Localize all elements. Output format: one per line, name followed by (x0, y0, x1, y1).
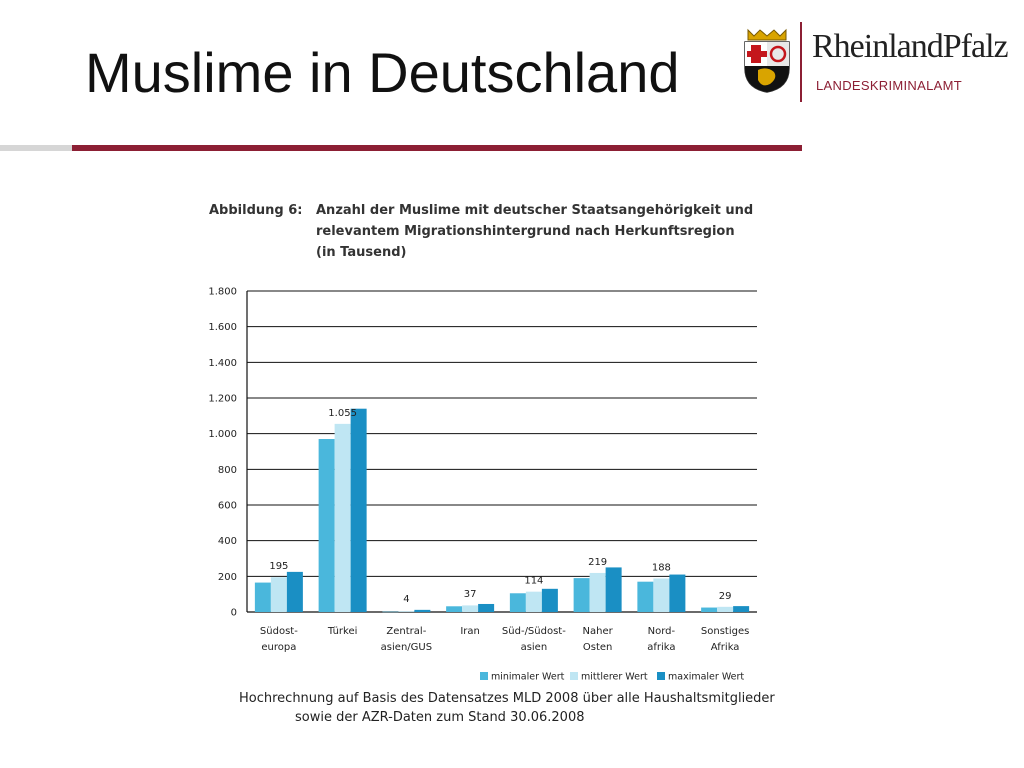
category-label: Naher (582, 626, 613, 637)
bar-maximaler-wert (542, 589, 558, 612)
y-tick-label: 1.600 (208, 322, 237, 334)
category-label: asien (520, 642, 548, 653)
bar-mittlerer-wert (398, 611, 414, 612)
bar-maximaler-wert (414, 610, 430, 612)
title-rule-accent (72, 145, 802, 151)
data-label: 188 (651, 562, 671, 574)
y-tick-label: 400 (217, 536, 237, 548)
bar-mittlerer-wert (335, 424, 351, 612)
bar-maximaler-wert (606, 567, 622, 612)
bar-mittlerer-wert (526, 592, 542, 612)
data-label: 195 (269, 561, 289, 573)
bar-chart (195, 190, 785, 740)
y-tick-label: 1.400 (208, 357, 237, 369)
bar-maximaler-wert (478, 604, 494, 612)
bar-mittlerer-wert (717, 607, 733, 612)
y-tick-label: 1.800 (208, 286, 237, 298)
category-label: europa (261, 642, 297, 653)
legend-label: maximaler Wert (668, 671, 745, 683)
chart-title-line-1: Anzahl der Muslime mit deutscher Staatsangehörigkeit und (316, 203, 754, 218)
data-label: 4 (403, 594, 410, 606)
chart-title-line-2: relevantem Migrationshintergrund nach Herkunftsregion (316, 224, 735, 239)
category-label: Zentral- (386, 626, 427, 637)
plot-area (208, 287, 757, 654)
category-label: afrika (647, 642, 676, 653)
y-tick-label: 0 (230, 607, 237, 619)
bar-minimaler-wert (510, 593, 526, 612)
y-tick-label: 800 (217, 464, 237, 476)
slide-title: Muslime in Deutschland (85, 41, 680, 104)
bar-mittlerer-wert (462, 605, 478, 612)
logo-divider (800, 22, 802, 102)
chart-title-line-3: (in Tausend) (316, 245, 407, 260)
bar-minimaler-wert (701, 608, 717, 612)
title-rule-grey (0, 145, 72, 151)
bar-minimaler-wert (446, 606, 462, 612)
category-label: Südost- (259, 626, 298, 637)
bar-maximaler-wert (287, 572, 303, 612)
data-label: 29 (718, 590, 732, 602)
y-tick-label: 1.200 (208, 393, 237, 405)
legend-label: minimaler Wert (491, 671, 565, 683)
y-tick-label: 600 (217, 500, 237, 512)
category-label: Nord- (647, 626, 676, 637)
category-label: asien/GUS (380, 642, 433, 653)
logo-wordmark: RheinlandPfalz (812, 28, 1008, 65)
bar-mittlerer-wert (271, 577, 287, 612)
legend-swatch (657, 672, 665, 680)
bar-minimaler-wert (319, 439, 335, 612)
data-label: 37 (463, 589, 477, 601)
legend-label: mittlerer Wert (581, 671, 648, 683)
chart-note-line-1: Hochrechnung auf Basis des Datensatzes MLD 2008 über alle Haushaltsmitglieder (239, 691, 775, 706)
chart-legend (480, 672, 744, 683)
legend-swatch (480, 672, 488, 680)
legend-swatch (570, 672, 578, 680)
logo-subtitle: LANDESKRIMINALAMT (816, 78, 962, 93)
category-label: Osten (582, 642, 613, 653)
chart-note-line-2: sowie der AZR-Daten zum Stand 30.06.2008 (295, 710, 585, 725)
category-label: Iran (460, 626, 480, 637)
category-label: Afrika (710, 642, 740, 653)
bar-minimaler-wert (382, 612, 398, 613)
bar-mittlerer-wert (590, 573, 606, 612)
category-label: Türkei (327, 626, 358, 637)
bar-maximaler-wert (669, 575, 685, 612)
bar-maximaler-wert (733, 606, 749, 612)
bar-minimaler-wert (255, 583, 271, 612)
category-label: Süd-/Südost- (501, 626, 566, 637)
coat-of-arms-icon (740, 26, 794, 94)
figure-label: Abbildung 6: (209, 203, 303, 218)
bar-minimaler-wert (637, 582, 653, 612)
bar-maximaler-wert (351, 409, 367, 612)
y-tick-label: 1.000 (208, 429, 237, 441)
data-label: 1.055 (328, 407, 357, 419)
data-label: 114 (524, 575, 544, 587)
bar-minimaler-wert (574, 578, 590, 612)
y-tick-label: 200 (217, 571, 237, 583)
category-label: Sonstiges (700, 626, 750, 637)
bar-mittlerer-wert (653, 578, 669, 612)
data-label: 219 (588, 556, 608, 568)
